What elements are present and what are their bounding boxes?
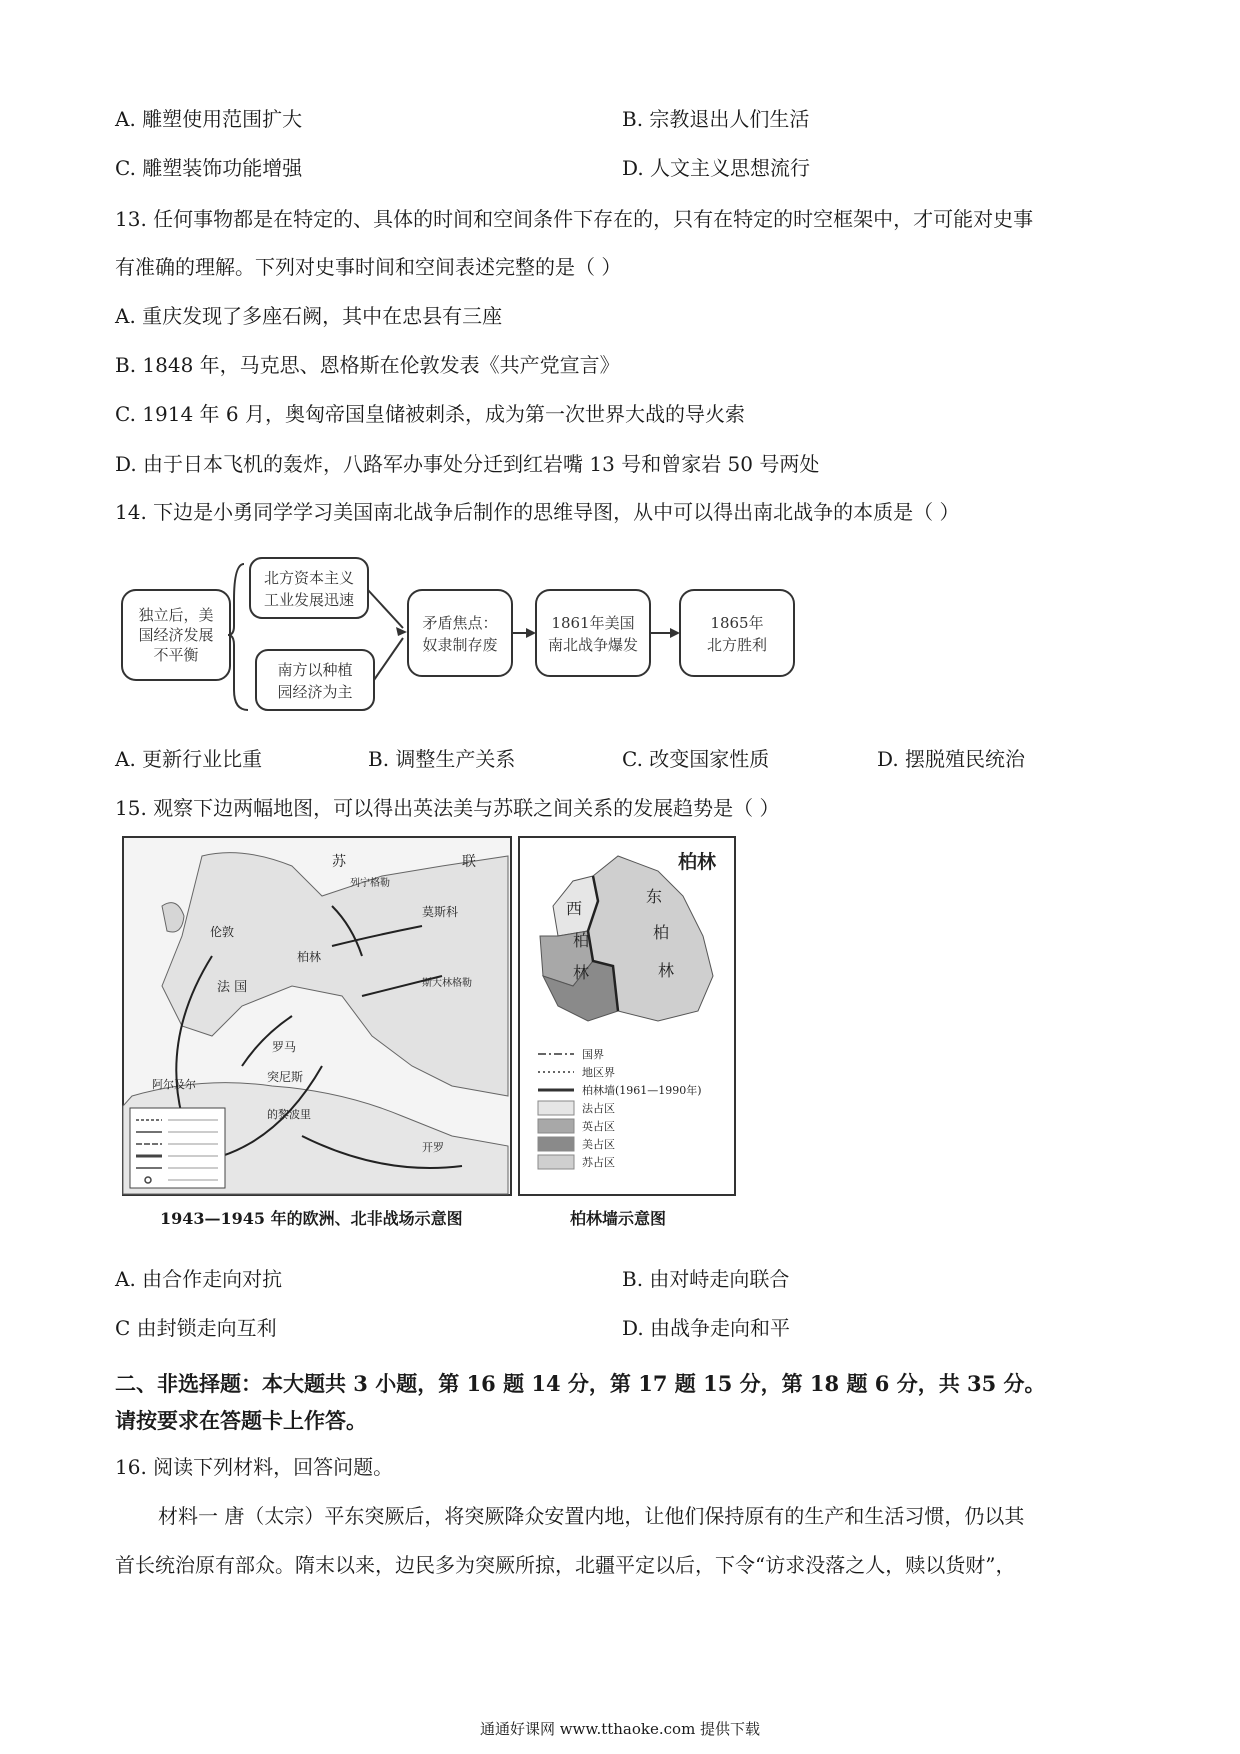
mindmap-outbreak-box (536, 590, 650, 676)
svg-text:地区界: 地区界 (582, 1066, 615, 1079)
map1-caption: 1943—1945 年的欧洲、北非战场示意图 (160, 1209, 463, 1228)
q16-material1-line1: 材料一 唐（太宗）平东突厥后，将突厥降众安置内地，让他们保持原有的生产和生活习惯，仍以其 (158, 1504, 1025, 1528)
svg-text:斯大林格勒: 斯大林格勒 (422, 978, 472, 989)
svg-text:美占区: 美占区 (582, 1138, 615, 1151)
svg-text:的黎波里: 的黎波里 (267, 1108, 311, 1121)
q15-option-d: D. 由战争走向和平 (622, 1316, 791, 1340)
mindmap-south-box (256, 650, 374, 710)
mindmap-root-line1: 独立后，美 (138, 606, 214, 624)
svg-text:柏林: 柏林 (297, 950, 322, 964)
svg-text:法 国: 法 国 (217, 980, 248, 995)
q15-option-a: A. 由合作走向对抗 (115, 1267, 283, 1291)
svg-text:苏: 苏 (332, 854, 346, 870)
mindmap-focus-box (408, 590, 512, 676)
mindmap-south-line2: 园经济为主 (277, 683, 353, 701)
q13-option-a: A. 重庆发现了多座石阙，其中在忠县有三座 (115, 304, 503, 328)
svg-text:国界: 国界 (582, 1048, 604, 1061)
mindmap-victory-line1: 1865年 (710, 614, 764, 632)
svg-text:东: 东 (646, 887, 663, 906)
mindmap-victory-box (680, 590, 794, 676)
q12-option-b: B. 宗教退出人们生活 (622, 107, 810, 131)
section2-heading-line1: 二、非选择题：本大题共 3 小题，第 16 题 14 分，第 17 题 15 分，第 18 题 6 分，共 35 分。 (115, 1371, 1046, 1396)
svg-text:柏林墙(1961—1990年): 柏林墙(1961—1990年) (582, 1084, 702, 1097)
svg-text:西: 西 (566, 899, 583, 918)
svg-text:联: 联 (462, 854, 476, 870)
q14-mindmap (118, 550, 808, 720)
q16-stem: 16. 阅读下列材料，回答问题。 (115, 1455, 394, 1479)
page-footer: 通通好课网 www.tthaoke.com 提供下载 (479, 1720, 761, 1738)
q14-option-d: D. 摆脱殖民统治 (877, 747, 1026, 771)
svg-text:柏: 柏 (653, 923, 670, 942)
svg-text:林: 林 (573, 963, 590, 982)
mindmap-north-line2: 工业发展迅速 (263, 591, 355, 609)
mindmap-focus-line2: 奴隶制存废 (422, 636, 498, 654)
q15-option-c: C 由封锁走向互利 (115, 1316, 277, 1340)
svg-text:罗马: 罗马 (272, 1040, 297, 1054)
mindmap-root-line2: 国经济发展 (138, 626, 214, 644)
q13-option-c: C. 1914 年 6 月，奥匈帝国皇储被刺杀，成为第一次世界大战的导火索 (115, 402, 745, 426)
svg-text:苏占区: 苏占区 (582, 1156, 615, 1169)
mindmap-south-line1: 南方以种植 (277, 661, 353, 679)
svg-text:英占区: 英占区 (582, 1120, 615, 1133)
mindmap-root-line3: 不平衡 (153, 646, 199, 664)
mindmap-north-line1: 北方资本主义 (263, 569, 355, 587)
mindmap-focus-line1: 矛盾焦点： (422, 614, 498, 632)
q14-option-c: C. 改变国家性质 (622, 747, 770, 771)
q14-option-b: B. 调整生产关系 (368, 747, 516, 771)
svg-text:伦敦: 伦敦 (210, 925, 235, 939)
q14-option-a: A. 更新行业比重 (115, 747, 263, 771)
svg-text:柏: 柏 (573, 931, 590, 950)
section2-heading-line2: 请按要求在答题卡上作答。 (115, 1408, 367, 1433)
q16-material1-line2: 首长统治原有部众。隋末以来，边民多为突厥所掠，北疆平定以后，下令“访求没落之人，赎以货财”， (115, 1553, 1016, 1577)
q12-option-a: A. 雕塑使用范围扩大 (115, 107, 303, 131)
svg-text:林: 林 (658, 961, 675, 980)
svg-text:莫斯科: 莫斯科 (422, 905, 459, 919)
mindmap-brace (228, 564, 248, 710)
lg-fr-zone (538, 1101, 574, 1115)
europe-war-map (122, 836, 512, 1196)
mindmap-north-box (250, 558, 368, 618)
svg-text:法占区: 法占区 (582, 1102, 615, 1115)
svg-text:开罗: 开罗 (422, 1141, 444, 1154)
q12-option-c: C. 雕塑装饰功能增强 (115, 156, 303, 180)
mindmap-outbreak-line1: 1861年美国 (551, 614, 635, 632)
q15-option-b: B. 由对峙走向联合 (622, 1267, 790, 1291)
q13-option-b: B. 1848 年，马克思、恩格斯在伦敦发表《共产党宣言》 (115, 353, 620, 377)
q15-stem: 15. 观察下边两幅地图，可以得出英法美与苏联之间关系的发展趋势是（ ） (115, 796, 780, 820)
mindmap-victory-line2: 北方胜利 (706, 636, 768, 654)
q13-stem-line2: 有准确的理解。下列对史事时间和空间表述完整的是（ ） (115, 255, 622, 279)
lg-br-zone (538, 1119, 574, 1133)
svg-text:突尼斯: 突尼斯 (267, 1070, 304, 1084)
mindmap-outbreak-line2: 南北战争爆发 (547, 636, 639, 654)
q12-option-d: D. 人文主义思想流行 (622, 156, 811, 180)
lg-am-zone (538, 1137, 574, 1151)
q13-option-d: D. 由于日本飞机的轰炸，八路军办事处分迁到红岩嘴 13 号和曾家岩 50 号两处 (115, 452, 820, 476)
berlin-wall-map (518, 836, 736, 1196)
svg-text:阿尔及尔: 阿尔及尔 (152, 1078, 196, 1091)
map2-caption: 柏林墙示意图 (570, 1209, 667, 1228)
q13-stem-line1: 13. 任何事物都是在特定的、具体的时间和空间条件下存在的，只有在特定的时空框架中，才可能对史事 (115, 207, 1034, 231)
lg-so-zone (538, 1155, 574, 1169)
svg-text:列宁格勒: 列宁格勒 (350, 878, 390, 889)
q14-stem: 14. 下边是小勇同学学习美国南北战争后制作的思维导图，从中可以得出南北战争的本质是（ ） (115, 500, 960, 524)
berlin-map-title: 柏林 (678, 851, 717, 873)
